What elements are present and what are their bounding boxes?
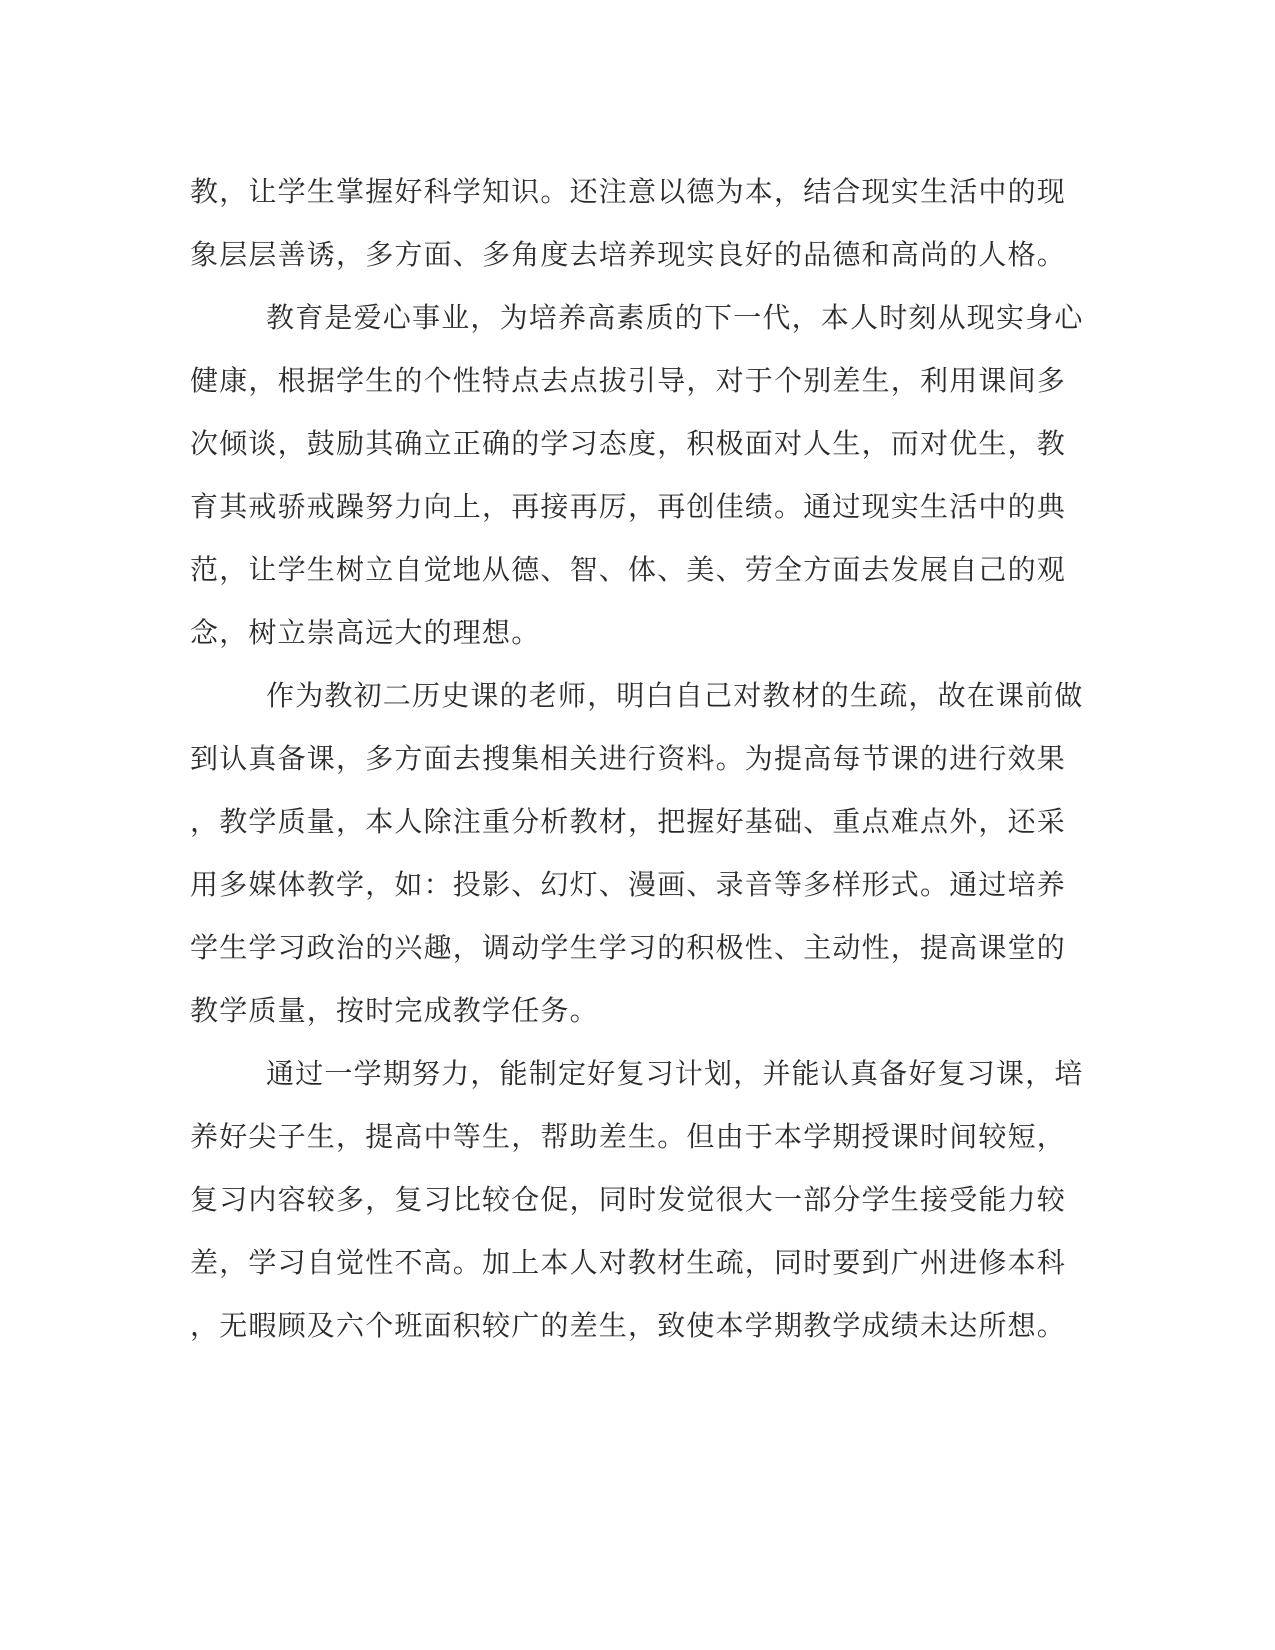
text-line: 用多媒体教学，如：投影、幻灯、漫画、录音等多样形式。通过培养 (190, 868, 1067, 901)
text-line: 差，学习自觉性不高。加上本人对教材生疏，同时要到广州进修本科 (190, 1246, 1067, 1279)
text-line: 范，让学生树立自觉地从德、智、体、美、劳全方面去发展自己的观 (190, 553, 1067, 586)
text-line: 教，让学生掌握好科学知识。还注意以德为本，结合现实生活中的现 (190, 175, 1067, 208)
paragraph-first-line: 作为教初二历史课的老师，明白自己对教材的生疏，故在课前做 (266, 679, 1084, 712)
text-line: ，无暇顾及六个班面积较广的差生，致使本学期教学成绩未达所想。 (190, 1309, 1067, 1342)
text-line: 念，树立崇高远大的理想。 (190, 616, 541, 649)
text-line: 养好尖子生，提高中等生，帮助差生。但由于本学期授课时间较短， (190, 1120, 1067, 1153)
text-line: 健康，根据学生的个性特点去点拔引导，对于个别差生，利用课间多 (190, 364, 1067, 397)
text-line: ，教学质量，本人除注重分析教材，把握好基础、重点难点外，还采 (190, 805, 1067, 838)
paragraph-first-line: 教育是爱心事业，为培养高素质的下一代，本人时刻从现实身心 (266, 301, 1084, 334)
body-text (190, 160, 1090, 1357)
text-line: 学生学习政治的兴趣，调动学生学习的积极性、主动性，提高课堂的 (190, 931, 1067, 964)
text-line: 育其戒骄戒躁努力向上，再接再厉，再创佳绩。通过现实生活中的典 (190, 490, 1067, 523)
text-line: 教学质量，按时完成教学任务。 (190, 994, 599, 1027)
text-line: 复习内容较多，复习比较仓促，同时发觉很大一部分学生接受能力较 (190, 1183, 1067, 1216)
text-line: 到认真备课，多方面去搜集相关进行资料。为提高每节课的进行效果 (190, 742, 1067, 775)
text-line: 次倾谈，鼓励其确立正确的学习态度，积极面对人生，而对优生，教 (190, 427, 1067, 460)
text-line: 象层层善诱，多方面、多角度去培养现实良好的品德和高尚的人格。 (190, 238, 1067, 271)
paragraph-first-line: 通过一学期努力，能制定好复习计划，并能认真备好复习课，培 (266, 1057, 1084, 1090)
